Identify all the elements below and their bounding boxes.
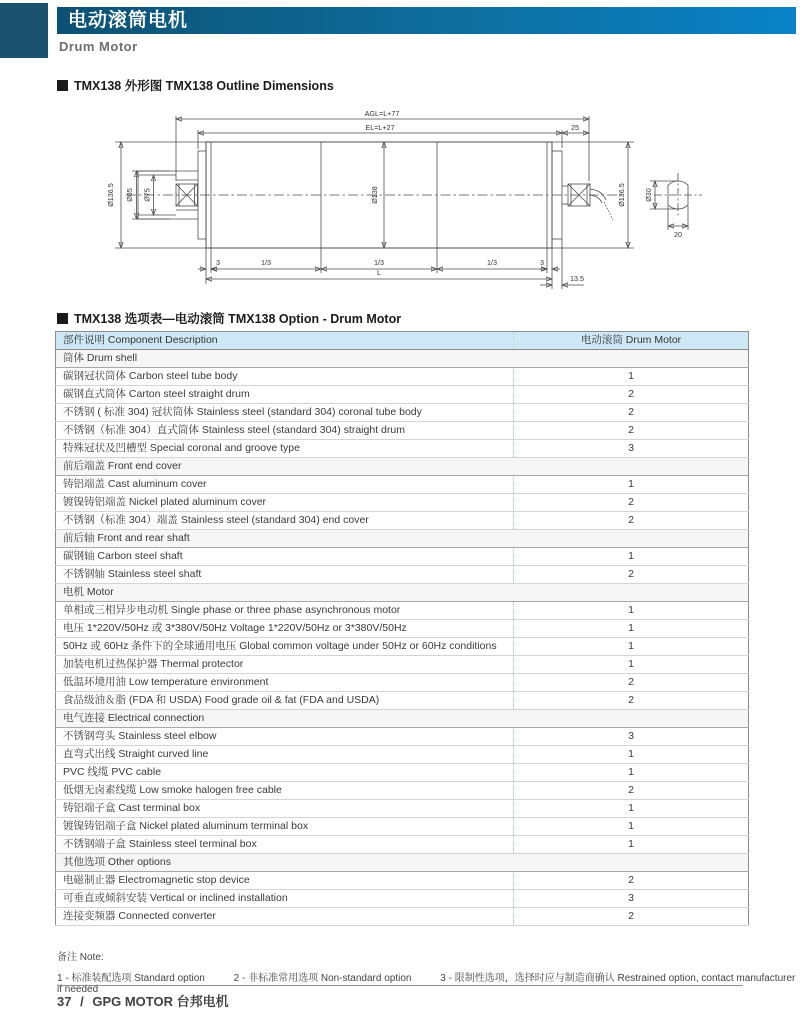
component-label: 食品级油＆脂 (FDA 和 USDA) Food grade oil & fat (FDA and USDA)	[56, 692, 514, 710]
option-value: 2	[514, 674, 749, 692]
options-section-heading	[57, 309, 401, 327]
dim-length: L	[377, 268, 381, 277]
section-label: 电气连接 Electrical connection	[56, 710, 749, 728]
page-number: 37	[57, 994, 72, 1009]
table-row	[56, 908, 749, 926]
table-row	[56, 512, 749, 530]
page-title: 电动滚筒电机	[68, 10, 189, 31]
dim-third-3: 1/3	[487, 258, 497, 267]
note-item-non-standard: 2 - 非标准常用选项 Non-standard option	[233, 973, 412, 984]
table-row	[56, 638, 749, 656]
dim-dia85: Ø85	[125, 188, 134, 202]
table-row	[56, 422, 749, 440]
option-value: 1	[514, 764, 749, 782]
option-value: 1	[514, 638, 749, 656]
table-section-row	[56, 584, 749, 602]
component-label: 电压 1*220V/50Hz 或 3*380V/50Hz Voltage 1*220V/50Hz or 3*380V/50Hz	[56, 620, 514, 638]
section-label: 筒体 Drum shell	[56, 350, 749, 368]
component-label: 碳钢轴 Carbon steel shaft	[56, 548, 514, 566]
table-row	[56, 890, 749, 908]
component-label: 不锈钢端子盒 Stainless steel terminal box	[56, 836, 514, 854]
dim-3-right: 3	[540, 258, 544, 267]
component-label: 不锈钢（标准 304）端盖 Stainless steel (standard 304) end cover	[56, 512, 514, 530]
options-heading-text: TMX138 选项表—电动滚筒 TMX138 Option - Drum Motor	[74, 312, 402, 326]
option-value: 1	[514, 656, 749, 674]
table-row	[56, 386, 749, 404]
table-row	[56, 692, 749, 710]
option-value: 2	[514, 566, 749, 584]
option-value: 3	[514, 440, 749, 458]
dim-el: EL=L+27	[365, 123, 395, 132]
table-row	[56, 782, 749, 800]
options-table	[55, 331, 749, 926]
outline-drawing-svg	[50, 103, 750, 300]
component-label: 直弯式出线 Straight curved line	[56, 746, 514, 764]
option-value: 2	[514, 692, 749, 710]
option-value: 1	[514, 476, 749, 494]
component-label: 特殊冠状及凹槽型 Special coronal and groove type	[56, 440, 514, 458]
table-row	[56, 674, 749, 692]
component-label: 可垂直或倾斜安装 Vertical or inclined installation	[56, 890, 514, 908]
option-value: 2	[514, 872, 749, 890]
table-row	[56, 764, 749, 782]
table-row	[56, 728, 749, 746]
component-label: 单相或三相异步电动机 Single phase or three phase asynchronous motor	[56, 602, 514, 620]
table-row	[56, 440, 749, 458]
section-label: 电机 Motor	[56, 584, 749, 602]
bottom-dimensions	[198, 239, 584, 289]
component-label: 不锈钢弯头 Stainless steel elbow	[56, 728, 514, 746]
outline-drawing	[50, 103, 750, 300]
dim-dia136-right: Ø136.5	[617, 183, 626, 207]
table-row	[56, 746, 749, 764]
option-value: 1	[514, 602, 749, 620]
component-label: 连接变频器 Connected converter	[56, 908, 514, 926]
component-label: 不锈钢 ( 标准 304) 冠状筒体 Stainless steel (standard 304) coronal tube body	[56, 404, 514, 422]
table-section-row	[56, 530, 749, 548]
option-value: 1	[514, 836, 749, 854]
table-row	[56, 836, 749, 854]
option-value: 1	[514, 548, 749, 566]
table-section-row	[56, 350, 749, 368]
component-label: 50Hz 或 60Hz 条件下的全球通用电压 Global common voltage under 50Hz or 60Hz conditions	[56, 638, 514, 656]
notes	[57, 948, 800, 995]
section-label: 前后轴 Front and rear shaft	[56, 530, 749, 548]
option-value: 2	[514, 908, 749, 926]
table-row	[56, 800, 749, 818]
square-bullet-icon	[57, 80, 68, 91]
table-row	[56, 476, 749, 494]
page-header-banner	[57, 7, 796, 34]
option-value: 1	[514, 746, 749, 764]
dim-third-2: 1/3	[374, 258, 384, 267]
table-section-row	[56, 458, 749, 476]
dim-dia138: Ø138	[370, 186, 379, 204]
footer	[57, 991, 234, 1010]
cable	[590, 189, 613, 220]
brand-square	[0, 3, 48, 58]
table-row	[56, 602, 749, 620]
component-label: 镀镍铸铝端子盒 Nickel plated aluminum terminal box	[56, 818, 514, 836]
page-subtitle: Drum Motor	[59, 39, 138, 54]
component-label: PVC 线缆 PVC cable	[56, 764, 514, 782]
option-value: 1	[514, 818, 749, 836]
dim-dia30: Ø30	[644, 188, 653, 202]
options-table-body	[56, 350, 749, 926]
dim-third-1: 1/3	[261, 258, 271, 267]
table-header-row	[56, 332, 749, 350]
option-value: 2	[514, 512, 749, 530]
component-label: 碳钢冠状筒体 Carbon steel tube body	[56, 368, 514, 386]
option-value: 2	[514, 386, 749, 404]
table-row	[56, 404, 749, 422]
option-value: 2	[514, 494, 749, 512]
notes-title: 备注 Note:	[57, 952, 104, 963]
component-label: 电磁制止器 Electromagnetic stop device	[56, 872, 514, 890]
outline-section-heading	[57, 76, 334, 94]
component-label: 不锈钢轴 Stainless steel shaft	[56, 566, 514, 584]
footer-brand: GPG MOTOR 台邦电机	[92, 994, 229, 1009]
component-label: 铸铝端子盒 Cast terminal box	[56, 800, 514, 818]
option-value: 1	[514, 800, 749, 818]
square-bullet-icon	[57, 313, 68, 324]
option-value: 2	[514, 782, 749, 800]
component-label: 低温环境用油 Low temperature environment	[56, 674, 514, 692]
table-row	[56, 818, 749, 836]
dim-3-left: 3	[216, 258, 220, 267]
option-value: 3	[514, 890, 749, 908]
column-header-component: 部件说明 Component Description	[56, 332, 514, 350]
table-section-row	[56, 710, 749, 728]
note-item-standard: 1 - 标准装配选项 Standard option	[57, 973, 205, 984]
column-header-drum-motor: 电动滚筒 Drum Motor	[514, 332, 749, 350]
table-row	[56, 872, 749, 890]
dim-13-5: 13.5	[570, 274, 584, 283]
component-label: 铸铝端盖 Cast aluminum cover	[56, 476, 514, 494]
option-value: 2	[514, 404, 749, 422]
dim-20: 20	[674, 230, 682, 239]
option-value: 2	[514, 422, 749, 440]
table-row	[56, 494, 749, 512]
dim-agl: AGL=L+77	[364, 109, 400, 118]
dim-25: 25	[571, 123, 579, 132]
component-label: 低烟无卤素线缆 Low smoke halogen free cable	[56, 782, 514, 800]
note-item-restrained: 3 - 限制性选项，选择时应与制造商确认 Restrained option, contact manufacturer if needed	[57, 973, 796, 995]
dim-dia75: Ø75	[142, 188, 152, 202]
option-value: 3	[514, 728, 749, 746]
top-dimensions	[176, 109, 589, 181]
dim-dia136-left: Ø136.5	[106, 183, 115, 207]
footer-separator: /	[80, 994, 84, 1009]
table-row	[56, 620, 749, 638]
footer-divider	[57, 985, 743, 986]
table-row	[56, 656, 749, 674]
center-lines	[126, 173, 702, 217]
component-label: 加装电机过热保护器 Thermal protector	[56, 656, 514, 674]
table-row	[56, 548, 749, 566]
table-row	[56, 566, 749, 584]
component-label: 不锈钢（标准 304）直式筒体 Stainless steel (standard 304) straight drum	[56, 422, 514, 440]
component-label: 碳钢直式筒体 Carton steel straight drum	[56, 386, 514, 404]
option-value: 1	[514, 368, 749, 386]
component-label: 镀镍铸铝端盖 Nickel plated aluminum cover	[56, 494, 514, 512]
table-row	[56, 368, 749, 386]
section-label: 前后端盖 Front end cover	[56, 458, 749, 476]
table-section-row	[56, 854, 749, 872]
outline-heading-text: TMX138 外形图 TMX138 Outline Dimensions	[74, 79, 334, 93]
diameter-dimensions	[106, 142, 688, 248]
option-value: 1	[514, 620, 749, 638]
section-label: 其他选项 Other options	[56, 854, 749, 872]
